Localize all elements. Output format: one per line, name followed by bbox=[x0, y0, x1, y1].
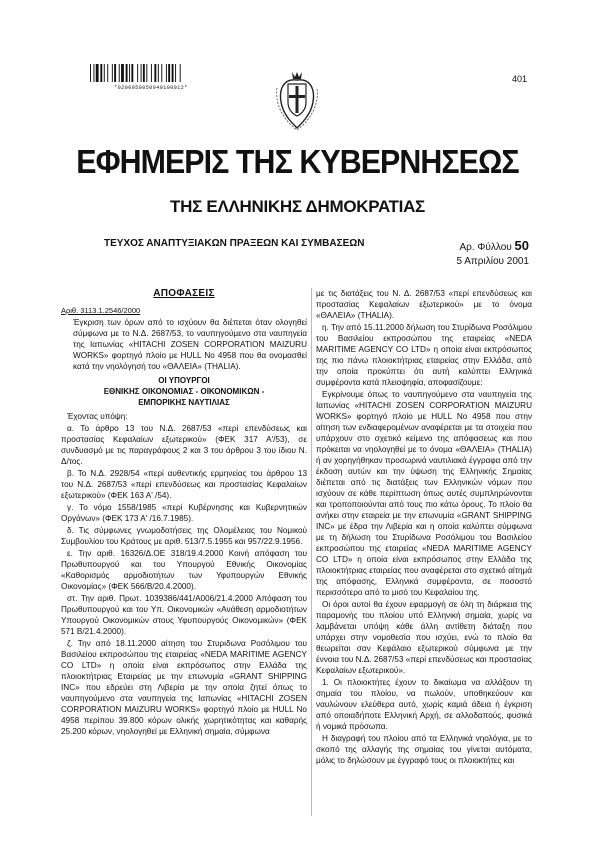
issue-type: ΤΕΥΧΟΣ ΑΝΑΠΤΥΞΙΑΚΩΝ ΠΡΑΞΕΩΝ ΚΑΙ ΣΥΜΒΑΣΕΩΝ bbox=[104, 238, 365, 249]
ministers-line-3: ΕΜΠΟΡΙΚΗΣ ΝΑΥΤΙΛΙΑΣ bbox=[138, 398, 230, 407]
paragraph-deletion: Η διαγραφή του πλοίου από τα Ελληνικά νηολόγια, με το σκοπό της αλλαγής της σημαίας του γίνεται αυτόματα, μόλις το δηλώσουν με έγγραφό τους οι πλοιοκτήτες και bbox=[316, 734, 532, 765]
paragraph-b: β. Το Ν.Δ. 2928/54 «περί αυθεντικής ερμηνείας του άρθρου 13 του Ν.Δ. 2687/53 «περί επενδύσεως και προστασίας Κεφαλαίων εξωτερικού» (ΦΕΚ 163 Α' /54). bbox=[61, 469, 307, 500]
gazette-title: ΕΦΗΜΕΡΙΣ ΤΗΣ ΚΥΒΕΡΝΗΣΕΩΣ bbox=[76, 143, 519, 180]
paragraph-g-cont: με τις διατάξεις του Ν. Δ. 2687/53 «περί επενδύσεως και προστασίας Κεφαλαίων εξωτερικού» με το όνομα «ΘΑΛΕΙΑ» (THALIA). bbox=[316, 289, 532, 320]
paragraph-h: η. Την από 15.11.2000 δήλωση του Στυρίδωνα Ροσόλιμου του Βασιλείου εκπροσώπου της εταιρείας «NEDA MARITIME AGENCY CO LTD» η οποία είναι εκπρόσωπος της πιο πάνω πλοιοκτήτριας εταιρείας στην Ελλάδα, από την οποία προκύπτει ότι αυτή καλύπτει Ελληνικά συμφέροντα κατά πλειοψηφία, αποφασίζουμε: bbox=[316, 323, 532, 387]
ministers-heading bbox=[61, 375, 307, 408]
gazette-subtitle: ΤΗΣ ΕΛΛΗΝΙΚΗΣ ΔΗΜΟΚΡΑΤΙΑΣ bbox=[170, 197, 425, 216]
paragraph-terms: Οι όροι αυτοί θα έχουν εφαρμογή σε όλη τη διάρκεια της παραμονής του πλοίου υπό Ελληνική σημαία, χωρίς να λαμβάνεται υπόψη κάθε άλλη αντίθετη διάταξη που υπάρχει στην νομοθεσία που ισχύει, ενώ το πλοίο θα θεωρείται σαν Κεφάλαιο εξωτερικού σύμφωνα με την έννοια του Ν.Δ. 2687/53 «περί επενδύσεως και προστασίας Κεφαλαίων εξωτερικού». bbox=[316, 600, 532, 675]
paragraph-c: γ. Το νόμο 1558/1985 «περί Κυβέρνησης και Κυβερνητικών Οργάνων» (ΦΕΚ 173 Α' /16.7.1985). bbox=[61, 503, 307, 523]
decision-subject: Έγκριση των όρων από το ισχύουν θα διέπεται όταν ολογηθεί σύμφωνα με το Ν.Δ. 2687/53, το ναυπηγούμενο στα ναυπηγεία της Ιαπωνίας «HITACHI ZOSEN CORPORATION MAIZURU WORKS» φορτηγό πλοίο με HULL No 4958 που θα ονομασθεί κατά την νηολόγησή του «ΘΑΛΕΙΑ» (THALIA). bbox=[73, 318, 307, 371]
page-number: 401 bbox=[511, 74, 527, 84]
paragraph-1: 1. Οι πλοιοκτήτες έχουν το δικαίωμα να αλλάξουν τη σημαία του πλοίου, να πωλούν, υποθηκεύουν και ναυλώνουν ελεύθερα αυτό, χωρίς καμιά άδεια ή έγκριση από οποιαδήποτε Ελληνική Αρχή, σε αλλοδαπούς, φυσικά ή νομικά πρόσωπα. bbox=[316, 678, 532, 731]
paragraph-g: ζ. Την από 18.11.2000 αίτηση του Στυριδωνα Ροσόλιμου του Βασιλείου εκπροσώπου της εταιρείας «NEDA MARITIME AGENCY CO LTD» η οποία είναι εκπρόσωπος στην Ελλάδα της πλοιοκτήτριας Εταιρείας με την επωνυμία «GRANT SHIPPING INC» που εδρεύει στη Λιβερία με την οποία ζητεί όπως το ναυπηγούμενο στα ναυπηγεία της Ιαπωνίας «HITACHI ZOSEN CORPORATION MAIZURU WORKS» φορτηγό πλοίο με HULL No 4958 περίπου 39.800 κόρων ολικής χωρητικότητας και καθαρής 25.200 κόρων, νηολογηθεί με Ελληνική σημαία, σύμφωνα bbox=[61, 639, 307, 736]
paragraph-a: α. Το άρθρο 13 του Ν.Δ. 2687/53 «περί επενδύσεως και προστασίας Κεφαλαίων εξωτερικού» (ΦΕΚ 317 Α'/53), σε συνδυασμό με τις παραγράφους 2 και 3 του άρθρου 3 του ίδιου Ν. Δ/τος. bbox=[61, 424, 307, 466]
sheet-prefix: Αρ. Φύλλου bbox=[459, 242, 512, 253]
ministers-line-1: ΟΙ ΥΠΟΥΡΓΟΙ bbox=[158, 376, 210, 385]
section-title: ΑΠΟΦΑΣΕΙΣ bbox=[153, 288, 215, 299]
barcode-number: *0200050050040100012* bbox=[114, 85, 188, 91]
right-column bbox=[316, 288, 532, 767]
having-regard: Έχοντας υπόψη: bbox=[67, 412, 128, 421]
paragraph-f: στ. Την αριθ. Πρωτ. 1039386/441/Α006/21.4.2000 Απόφαση του Πρωθυπουργού και του Υπ. Οικονομικών «Ανάθεση αρμοδιοτήτων Υπουργού Οικονομικών στους Υφυπουργούς Οικονομικών» (ΦΕΚ 571 Β/21.4.2000). bbox=[61, 594, 307, 636]
decision-reference: Αριθ. 3113.1.2546/2000 bbox=[61, 306, 141, 315]
barcode bbox=[90, 64, 212, 82]
left-column bbox=[61, 288, 307, 738]
issue-row bbox=[104, 238, 529, 252]
sheet-number-label bbox=[460, 238, 530, 252]
paragraph-e: ε. Την αριθ. 16326/Δ.ΟΕ 318/19.4.2000 Κοινή απόφαση του Πρωθυπουργού και του Υπουργού Εθνικής Οικονομίας «Καθορισμός αρμοδιοτήτων των Υφυπουργών Εθνικής Οικονομίας» (ΦΕΚ 566/Β/20.4.2000). bbox=[61, 549, 307, 591]
coat-of-arms-emblem bbox=[273, 68, 321, 132]
ministers-line-2: ΕΘΝΙΚΗΣ ΟΙΚΟΝΟΜΙΑΣ - ΟΙΚΟΝΟΜΙΚΩΝ - bbox=[103, 387, 265, 396]
sheet-number: 50 bbox=[514, 238, 529, 253]
paragraph-d: δ. Τις σύμφωνες γνωμοδοτήσεις της Ολομέλειας του Νομικού Συμβουλίου του Κράτους με αριθ. 513/7.5.1955 και 957/22.9.1956. bbox=[61, 526, 307, 546]
column-divider bbox=[311, 288, 312, 816]
paragraph-approve: Εγκρίνουμε όπως το ναυπηγούμενο στα ναυπηγεία της Ιαπωνίας «HITACHI ZOSEN CORPORATION MAIZURU WORKS» φορτηγό πλοίο με HULL No 4958 που στην αίτηση των ενδιαφερομένων αναφέρεται με τα στοιχεία που υπάρχουν στο σχετικό κείμενο της απόφασεως και που πρόκειται να νηολογηθεί με το όνομα «ΘΑΛΕΙΑ» (THALIA) ή αν χορηγήθηκαν προσωρινά ναυτιλιακά έγγραφα από την έκδοση αυτών και την ύψωση της Ελληνικής Σημαίας διέπεται από τις διατάξεις των Ελληνικών νόμων που ισχύουν σε κάθε περίπτωση όπως αυτές συμπληρώνονται και τροποποιούνται από τους πιο κάτω όρους. Το πλοίο θα ανήκει στην εταιρεία με την επωνυμία «GRANT SHIPPING INC» με έδρα την Λιβερία και η οποία καλύπτει σύμφωνα με τη δήλωση του Στυρίδωνα Ροσόλιμου του Βασιλείου εκπροσώπου της εταιρείας «NEDA MARITIME AGENCY CO LTD» η οποία είναι εκπρόσωπος στην Ελλάδα της πλοιοκτήτριας εταιρείας που αναφέρεται στο σχετικό αίτημά της απόφασης, Ελληνικά συμφέροντα, σε ποσοστό περισσότερο από το μισό του Κεφαλαίου της. bbox=[316, 390, 532, 597]
issue-date: 5 Απριλίου 2001 bbox=[456, 256, 529, 267]
